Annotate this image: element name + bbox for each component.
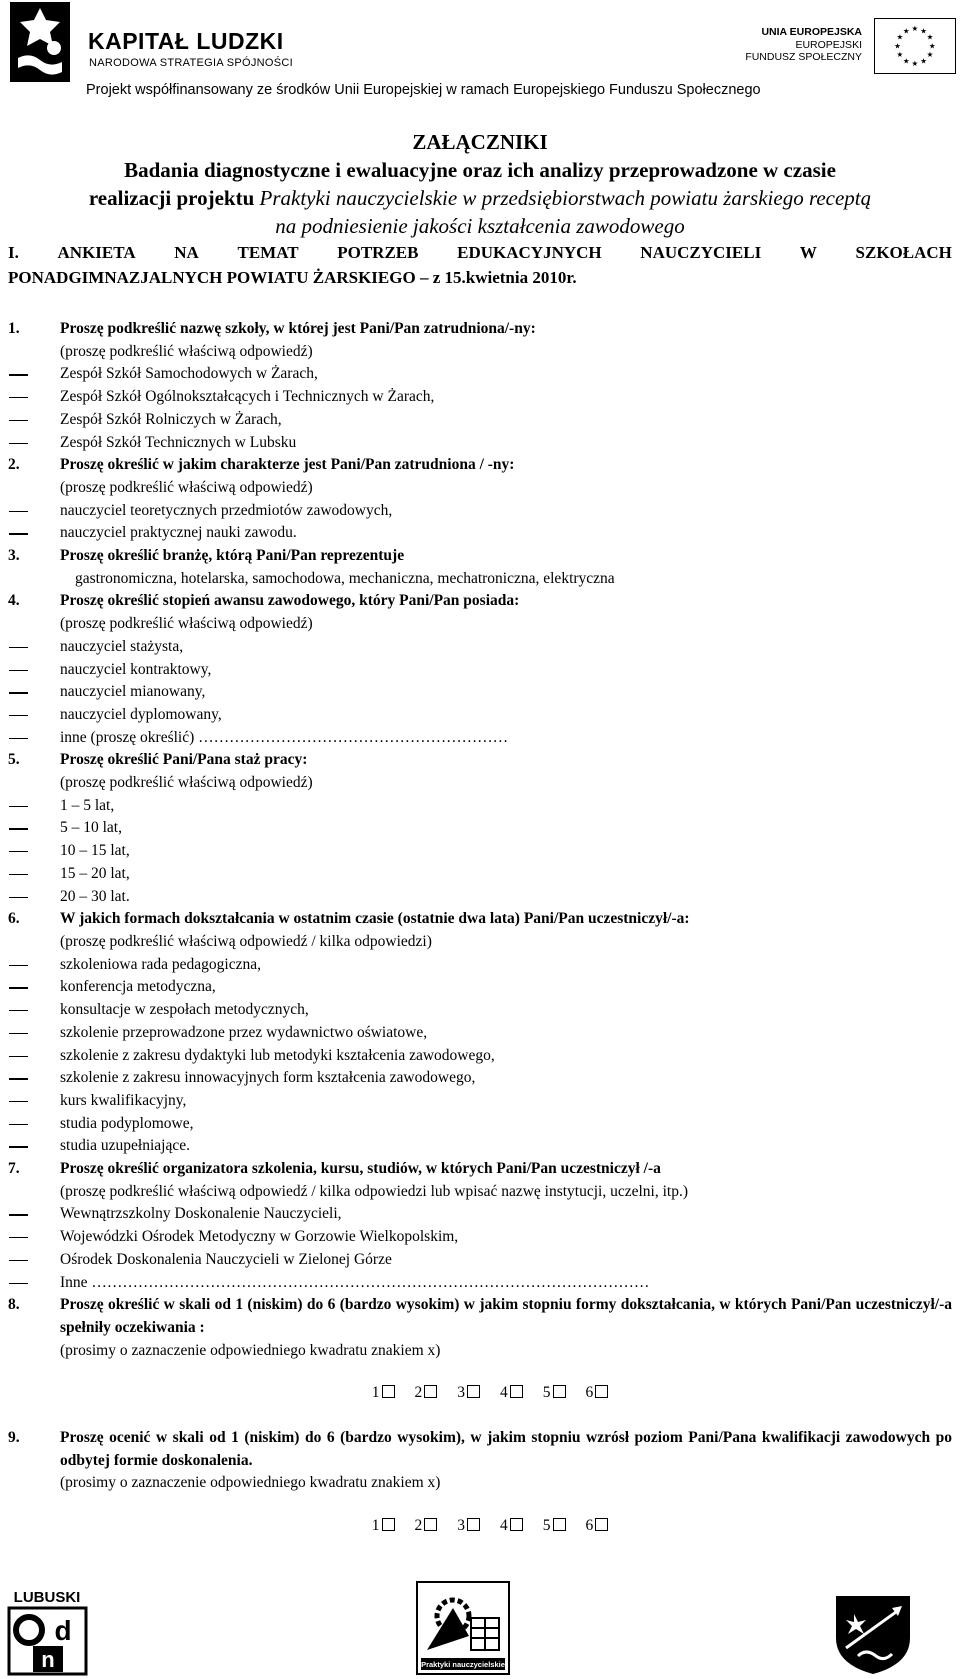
question-instruction: (prosimy o zaznaczenie odpowiedniego kwadratu znakiem x) bbox=[60, 1341, 441, 1359]
answer-option[interactable]: szkolenie z zakresu innowacyjnych form kształcenia zawodowego, bbox=[8, 1067, 952, 1090]
questionnaire bbox=[8, 318, 952, 1560]
question-number: 5. bbox=[8, 751, 20, 769]
checkbox-square-icon[interactable] bbox=[510, 1518, 523, 1531]
svg-text:n: n bbox=[41, 1647, 55, 1672]
question-7 bbox=[8, 1158, 952, 1294]
rating-option[interactable] bbox=[586, 1517, 609, 1534]
rating-number: 1 bbox=[371, 1384, 380, 1402]
checkbox-square-icon[interactable] bbox=[382, 1385, 395, 1398]
project-logo-caption: Praktyki nauczycielskie bbox=[421, 1660, 505, 1669]
question-header bbox=[8, 454, 952, 477]
kapital-ludzki-title: KAPITAŁ LUDZKI bbox=[88, 28, 284, 54]
question-number: 1. bbox=[8, 320, 20, 337]
eu-fund-label bbox=[745, 26, 862, 64]
section-word: TEMAT bbox=[237, 243, 299, 262]
rating-option[interactable] bbox=[586, 1384, 609, 1401]
title-heading: ZAŁĄCZNIKI bbox=[412, 130, 548, 154]
checkbox-square-icon[interactable] bbox=[424, 1518, 437, 1531]
checkbox-square-icon[interactable] bbox=[553, 1518, 566, 1531]
answer-option[interactable]: nauczyciel praktycznej nauki zawodu. bbox=[8, 522, 952, 545]
question-header bbox=[8, 1427, 952, 1472]
checkbox-square-icon[interactable] bbox=[382, 1518, 395, 1531]
question-number: 7. bbox=[8, 1160, 20, 1178]
question-text: Proszę określić branżę, którą Pani/Pan reprezentuje bbox=[60, 547, 405, 565]
answer-option[interactable]: 20 – 30 lat. bbox=[8, 886, 952, 909]
question-text: Proszę określić organizatora szkolenia, kursu, studiów, w których Pani/Pan uczestniczył /-a bbox=[60, 1160, 661, 1178]
question-text: Proszę określić w skali od 1 (niskim) do 6 (bardzo wysokim) w jakim stopniu formy dokształcania, w których Pani/Pan uczestniczył/-a spełniły oczekiwania : bbox=[60, 1296, 952, 1336]
eu-star-icon: ★ bbox=[926, 50, 934, 60]
answer-option[interactable]: Wewnątrzszkolny Doskonalenie Nauczycieli, bbox=[8, 1203, 952, 1226]
kapital-ludzki-subtitle: NARODOWA STRATEGIA SPÓJNOŚCI bbox=[89, 57, 293, 69]
answer-option[interactable]: Inne ……………………………………………………………………………………………… bbox=[8, 1272, 952, 1295]
eu-star-icon: ★ bbox=[894, 41, 902, 51]
praktyki-nauczycielskie-logo bbox=[413, 1578, 513, 1678]
rating-option[interactable] bbox=[543, 1517, 566, 1534]
answer-option[interactable]: 1 – 5 lat, bbox=[8, 795, 952, 818]
eu-star-icon: ★ bbox=[920, 26, 928, 36]
question-header bbox=[8, 590, 952, 613]
question-6 bbox=[8, 908, 952, 1158]
rating-scale bbox=[8, 1382, 952, 1405]
question-header bbox=[8, 545, 952, 568]
answer-option[interactable]: 10 – 15 lat, bbox=[8, 840, 952, 863]
rating-option[interactable] bbox=[500, 1384, 523, 1401]
eu-star-icon: ★ bbox=[920, 56, 928, 66]
rating-number: 4 bbox=[500, 1517, 508, 1535]
answer-option[interactable]: nauczyciel mianowany, bbox=[8, 681, 952, 704]
eu-star-icon: ★ bbox=[928, 41, 936, 51]
answer-option[interactable]: Zespół Szkół Technicznych w Lubsku bbox=[8, 432, 952, 455]
question-instruction: (proszę podkreślić właściwą odpowiedź) bbox=[60, 615, 313, 633]
question-text: Proszę podkreślić nazwę szkoły, w której jest Pani/Pan zatrudniona/-ny: bbox=[60, 320, 536, 337]
section-word: SZKOŁACH bbox=[855, 243, 952, 262]
page-footer bbox=[0, 1578, 960, 1678]
title-line-2-italic: Praktyki nauczycielskie w przedsiębiorstwach powiatu żarskiego receptą bbox=[259, 186, 872, 210]
answer-option[interactable]: studia podyplomowe, bbox=[8, 1113, 952, 1136]
answer-option[interactable]: nauczyciel dyplomowany, bbox=[8, 704, 952, 727]
answer-option[interactable]: szkoleniowa rada pedagogiczna, bbox=[8, 954, 952, 977]
question-header bbox=[8, 1158, 952, 1181]
eu-line-1: UNIA EUROPEJSKA bbox=[761, 26, 862, 38]
page-header bbox=[0, 0, 960, 100]
answer-option[interactable]: szkolenie przeprowadzone przez wydawnictwo oświatowe, bbox=[8, 1022, 952, 1045]
question-text: W jakich formach dokształcania w ostatnim czasie (ostatnie dwa lata) Pani/Pan uczestniczył/-a: bbox=[60, 910, 690, 928]
rating-scale bbox=[8, 1515, 952, 1538]
rating-option[interactable] bbox=[372, 1384, 395, 1401]
checkbox-square-icon[interactable] bbox=[595, 1518, 608, 1531]
rating-number: 5 bbox=[542, 1517, 551, 1535]
eu-star-icon: ★ bbox=[902, 56, 910, 66]
answer-option[interactable]: Wojewódzki Ośrodek Metodyczny w Gorzowie Wielkopolskim, bbox=[8, 1226, 952, 1249]
question-instruction: (proszę podkreślić właściwą odpowiedź / kilka odpowiedzi) bbox=[60, 932, 432, 950]
question-8 bbox=[8, 1294, 952, 1405]
answer-option[interactable]: inne (proszę określić) …………………………………………………… bbox=[8, 727, 952, 750]
question-text: Proszę określić Pani/Pana staż pracy: bbox=[60, 751, 308, 769]
title-line-2-bold: realizacji projektu bbox=[88, 186, 260, 210]
svg-text:d: d bbox=[54, 1615, 72, 1646]
question-text: Proszę określić stopień awansu zawodowego, który Pani/Pan posiada: bbox=[60, 592, 520, 610]
answer-option[interactable]: konferencja metodyczna, bbox=[8, 976, 952, 999]
answer-option[interactable]: studia uzupełniające. bbox=[8, 1135, 952, 1158]
project-funding-line: Projekt współfinansowany ze środków Unii Europejskiej w ramach Europejskiego Funduszu Społecznego bbox=[86, 82, 761, 98]
rating-number: 2 bbox=[414, 1517, 423, 1535]
checkbox-square-icon[interactable] bbox=[467, 1385, 480, 1398]
question-instruction: (proszę podkreślić właściwą odpowiedź / kilka odpowiedzi lub wpisać nazwę instytucji, uczelni, itp.) bbox=[60, 1182, 688, 1200]
question-number: 3. bbox=[8, 547, 20, 565]
section-word: EDUKACYJNYCH bbox=[457, 243, 602, 262]
answer-option[interactable]: szkolenie z zakresu dydaktyki lub metodyki kształcenia zawodowego, bbox=[8, 1045, 952, 1068]
rating-number: 1 bbox=[371, 1517, 380, 1535]
question-1 bbox=[8, 318, 952, 454]
question-header bbox=[8, 749, 952, 772]
checkbox-square-icon[interactable] bbox=[553, 1385, 566, 1398]
section-word: W bbox=[799, 243, 817, 262]
rating-number: 3 bbox=[457, 1384, 465, 1402]
section-line-1 bbox=[8, 240, 952, 265]
eu-star-icon: ★ bbox=[896, 50, 904, 60]
checkbox-square-icon[interactable] bbox=[424, 1385, 437, 1398]
eu-star-icon: ★ bbox=[896, 32, 904, 42]
eu-flag-icon bbox=[874, 18, 956, 74]
lubuski-logo-text: LUBUSKI bbox=[13, 1589, 81, 1606]
answer-option[interactable]: Zespół Szkół Ogólnokształcących i Technicznych w Żarach, bbox=[8, 386, 952, 409]
eu-star-icon: ★ bbox=[911, 58, 919, 68]
rating-number: 3 bbox=[457, 1517, 465, 1535]
rating-option[interactable] bbox=[415, 1517, 438, 1534]
section-word: NAUCZYCIELI bbox=[640, 243, 762, 262]
rating-option[interactable] bbox=[415, 1384, 438, 1401]
rating-option[interactable] bbox=[543, 1384, 566, 1401]
rating-option[interactable] bbox=[457, 1384, 480, 1401]
question-3 bbox=[8, 545, 952, 590]
answer-option[interactable]: Zespół Szkół Rolniczych w Żarach, bbox=[8, 409, 952, 432]
question-number: 4. bbox=[8, 592, 20, 610]
question-header bbox=[8, 908, 952, 931]
section-word: NA bbox=[174, 243, 199, 262]
answer-option[interactable]: Ośrodek Doskonalenia Nauczycieli w Zielonej Górze bbox=[8, 1249, 952, 1272]
question-instruction: (proszę podkreślić właściwą odpowiedź) bbox=[60, 478, 313, 496]
rating-number: 6 bbox=[585, 1384, 594, 1402]
section-word: POTRZEB bbox=[337, 243, 419, 262]
answer-option[interactable]: kurs kwalifikacyjny, bbox=[8, 1090, 952, 1113]
question-instruction: (proszę podkreślić właściwą odpowiedź) bbox=[60, 342, 313, 360]
document-title bbox=[0, 128, 960, 240]
question-2 bbox=[8, 454, 952, 545]
rating-option[interactable] bbox=[457, 1517, 480, 1534]
eu-line-2: EUROPEJSKI bbox=[795, 38, 862, 51]
title-line-3: na podniesienie jakości kształcenia zawodowego bbox=[275, 214, 685, 238]
question-instruction: (proszę podkreślić właściwą odpowiedź) bbox=[60, 774, 313, 792]
section-word: ANKIETA bbox=[57, 243, 136, 262]
question-instruction: (prosimy o zaznaczenie odpowiedniego kwadratu znakiem x) bbox=[60, 1474, 441, 1492]
question-number: 2. bbox=[8, 456, 20, 474]
section-line-2: PONADGIMNAZJALNYCH POWIATU ŻARSKIEGO – z 15.kwietnia 2010r. bbox=[8, 268, 577, 287]
answer-option[interactable]: nauczyciel kontraktowy, bbox=[8, 659, 952, 682]
answer-option[interactable]: 5 – 10 lat, bbox=[8, 817, 952, 840]
title-line-1: Badania diagnostyczne i ewaluacyjne oraz ich analizy przeprowadzone w czasie bbox=[124, 158, 836, 182]
section-heading bbox=[8, 240, 952, 290]
question-9 bbox=[8, 1427, 952, 1538]
rating-number: 2 bbox=[414, 1384, 423, 1402]
rating-number: 4 bbox=[500, 1384, 508, 1402]
question-number: 8. bbox=[8, 1296, 20, 1314]
checkbox-square-icon[interactable] bbox=[595, 1385, 608, 1398]
eu-star-icon: ★ bbox=[911, 24, 919, 34]
rating-option[interactable] bbox=[372, 1517, 395, 1534]
rating-number: 6 bbox=[585, 1517, 594, 1535]
rating-option[interactable] bbox=[500, 1517, 523, 1534]
checkbox-square-icon[interactable] bbox=[510, 1385, 523, 1398]
question-answer-list: gastronomiczna, hotelarska, samochodowa, mechaniczna, mechatroniczna, elektryczna bbox=[75, 569, 615, 587]
section-word: I. bbox=[8, 243, 19, 262]
eu-star-icon: ★ bbox=[902, 26, 910, 36]
answer-option[interactable]: 15 – 20 lat, bbox=[8, 863, 952, 886]
eu-star-icon: ★ bbox=[926, 32, 934, 42]
question-text: Proszę ocenić w skali od 1 (niskim) do 6 (bardzo wysokim), w jakim stopniu wzrósł poziom Pani/Pana kwalifikacji zawodowych po odbytej formie doskonalenia. bbox=[60, 1429, 952, 1469]
answer-option[interactable]: Zespół Szkół Samochodowych w Żarach, bbox=[8, 363, 952, 386]
question-4 bbox=[8, 590, 952, 749]
answer-option[interactable]: nauczyciel stażysta, bbox=[8, 636, 952, 659]
title-line-2 bbox=[0, 184, 960, 212]
question-header bbox=[8, 318, 952, 341]
answer-option[interactable]: konsultacje w zespołach metodycznych, bbox=[8, 999, 952, 1022]
answer-option[interactable]: nauczyciel teoretycznych przedmiotów zawodowych, bbox=[8, 500, 952, 523]
kapital-ludzki-logo bbox=[10, 2, 70, 82]
question-header bbox=[8, 1294, 952, 1339]
eu-line-3: FUNDUSZ SPOŁECZNY bbox=[745, 51, 862, 63]
question-number: 6. bbox=[8, 910, 20, 928]
question-5 bbox=[8, 749, 952, 908]
question-text: Proszę określić w jakim charakterze jest Pani/Pan zatrudniona / -ny: bbox=[60, 456, 515, 474]
rating-number: 5 bbox=[542, 1384, 551, 1402]
lubuski-logo bbox=[5, 1586, 90, 1678]
checkbox-square-icon[interactable] bbox=[467, 1518, 480, 1531]
powiat-crest-logo bbox=[832, 1592, 914, 1676]
question-number: 9. bbox=[8, 1429, 20, 1447]
